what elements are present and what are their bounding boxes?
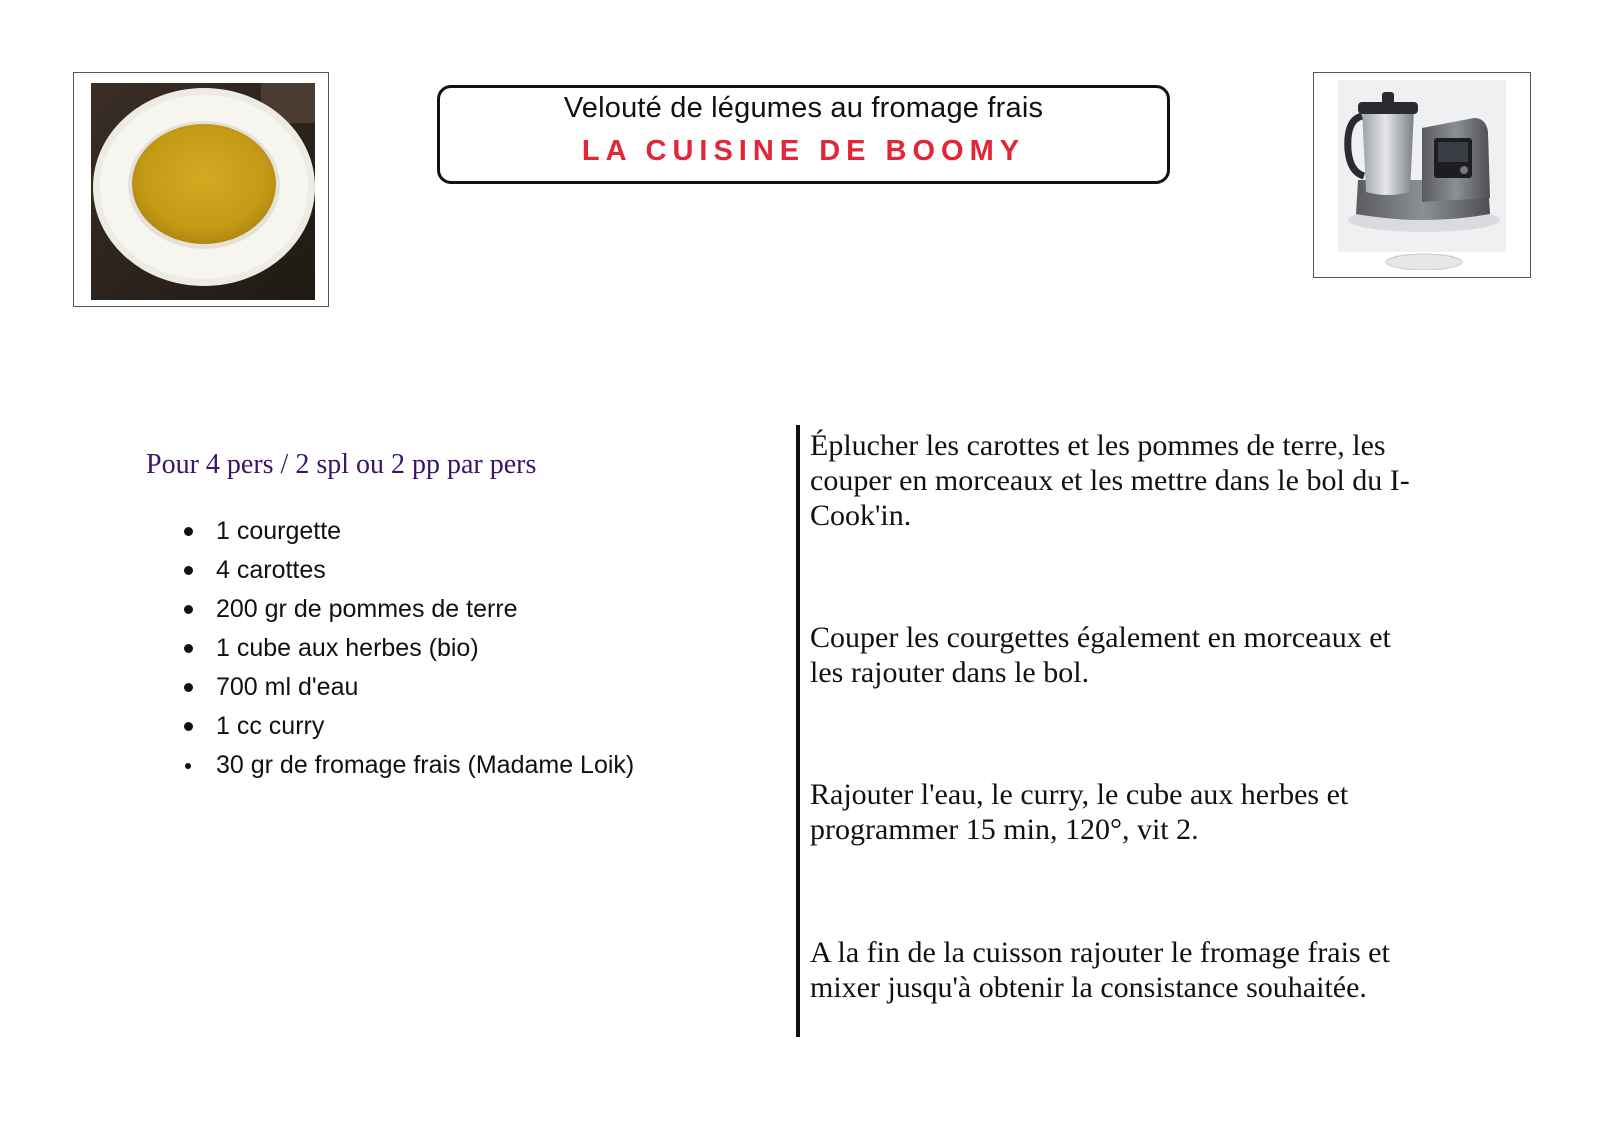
soup-bowl-photo xyxy=(91,83,315,300)
ingredient-label: 1 courgette xyxy=(216,517,342,545)
ingredient-item xyxy=(180,746,634,785)
ingredient-label: 30 gr de fromage frais (Madame Loik) xyxy=(216,751,635,779)
recipe-title-box xyxy=(437,85,1170,184)
recipe-title: Velouté de légumes au fromage frais xyxy=(563,92,1044,124)
bullet-icon xyxy=(184,605,193,614)
ingredients-list xyxy=(180,512,634,785)
ingredient-label: 4 carottes xyxy=(216,556,326,584)
ingredient-item xyxy=(180,629,634,668)
step-2: Couper les courgettes également en morceaux et les rajouter dans le bol. xyxy=(810,621,1391,689)
servings-text: Pour 4 pers / 2 spl ou 2 pp par pers xyxy=(146,449,537,480)
step-4: A la fin de la cuisson rajouter le fromage frais et mixer jusqu'à obtenir la consistance souhaitée. xyxy=(810,936,1390,1004)
icookin-machine-photo xyxy=(1338,80,1506,270)
bullet-icon xyxy=(184,683,193,692)
bullet-icon xyxy=(184,644,193,653)
machine-photo-frame xyxy=(1313,72,1531,278)
ingredient-label: 1 cc curry xyxy=(216,712,325,740)
step-1: Éplucher les carottes et les pommes de terre, les couper en morceaux et les mettre dans le bol du I-Cook'in. xyxy=(810,429,1410,532)
ingredient-item xyxy=(180,512,634,551)
ingredient-label: 1 cube aux herbes (bio) xyxy=(216,634,479,662)
ingredient-item xyxy=(180,668,634,707)
step-3: Rajouter l'eau, le curry, le cube aux herbes et programmer 15 min, 120°, vit 2. xyxy=(810,778,1349,846)
ingredient-label: 200 gr de pommes de terre xyxy=(216,595,518,623)
bullet-icon xyxy=(185,763,191,769)
ingredient-item xyxy=(180,551,634,590)
ingredient-item xyxy=(180,590,634,629)
bullet-icon xyxy=(184,566,193,575)
ingredient-item xyxy=(180,707,634,746)
brand-name: LA CUISINE DE BOOMY xyxy=(581,135,1026,167)
column-divider xyxy=(796,425,800,1037)
soup-photo-frame xyxy=(73,72,329,307)
ingredient-label: 700 ml d'eau xyxy=(216,673,359,701)
bullet-icon xyxy=(184,722,193,731)
bullet-icon xyxy=(184,527,193,536)
